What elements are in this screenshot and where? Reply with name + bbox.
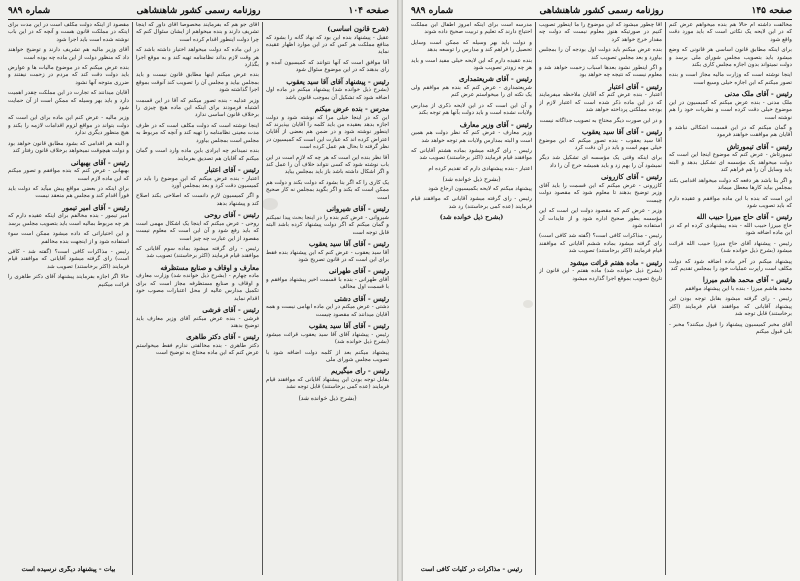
paragraph: روحی - عرض میکنم که اینجا یک اشکال مهمی است که باید رفع شود و آن این است که معلوم نیست مقصود از این عبارت چه چیز است [136,220,259,242]
note: (بشرح ذیل خوانده شد) [439,212,504,221]
speaker-heading: رئیس - آقای فرشی [202,305,259,314]
paragraph: این است که بنده با این ماده موافقم و عقیده دارم که باید تصویب شود [669,195,792,209]
ink-stain [262,198,278,210]
left-page-number: صفحه ۱۰۴ [348,6,389,16]
paragraph: محمد هاشم میرزا - بنده با این پیشنهاد موافقم [684,285,792,292]
paragraph: و آن این است که در این لایحه ذکری از مدارس ولایات نشده است و باید دولت بآنها هم توجه بکند [411,102,532,117]
right-column-3 [411,22,532,565]
speaker-heading: رئیس - آقای دکتر طاهری [186,333,259,342]
right-issue-number: شماره ۹۸۹ [411,6,454,16]
speaker-heading: رئیس - آقای آقا سید یعقوب [308,322,389,331]
paragraph: اینجا نوشته است که دولت مکلف است که در ظرف مدت معینی نظامنامه را تهیه کند و آنچه که مربوط به مجلس است بمجلس بیاورد [136,122,259,144]
speaker-heading: مدرس - بنده عرض میکنم [314,105,389,114]
left-header-rule [8,19,389,20]
paragraph: و دولت باید بهر وسیله که ممکن است وسایل تحصیل را فراهم کند و مدارس را توسعه بدهد [411,39,532,54]
paragraph: یک کاری را که اگر بنا بشود که دولت بکند و دولت هم ممکن است که بکند و اگر بگوید بمجلس نه کار صحیح است [266,179,389,201]
paragraph: تیمورتاش - عرض کنم که موضوع اینجا این است که دولت میخواهد یک مؤسسه ای تشکیل بدهد و البته باید وسایل آن را هم فراهم کند [669,152,792,174]
paragraph: (بشرح ذیل خوانده شد) ماده هفتم - این قانون از تاریخ تصویب بموقع اجرا گذارده میشود [539,268,662,282]
left-issue-number: شماره ۹۸۹ [8,6,51,16]
paragraph: پیشنهاد میکنم در آخر ماده اضافه شود که دولت مکلف است راپرت عملیات خود را بمجلس تقدیم کند [669,258,792,272]
paragraph: رئیس - رای گرفته میشود بقابل توجه بودن این پیشنهاد آقایانی که موافقند قیام فرمایند (اکثر برخاستند) قابل توجه شد [669,296,792,318]
paragraph: رئیس - مذاکرات کافی است؟ (گفته شد - کافی است) رای گرفته میشود آقایانی که موافقند قیام فرمایند (اکثر برخاستند) تصویب شد [8,248,129,270]
paragraph: بقابل توجه بودن این پیشنهاد آقایانی که موافقند قیام فرمایند (عده کمی برخاستند) قابل توجه نشد [266,376,389,391]
right-column-divider-2 [535,22,536,575]
paragraph: بنده عرض میکنم که در موضوع مالیات ها و عوارض باید دولت دقت کند که مردم در زحمت نیفتند و ضرری متوجه آنها نشود [8,65,129,86]
paragraph: حاج میرزا حبیب الله - بنده پیشنهادی کرده ام که در این ماده اضافه شود [669,222,792,237]
right-column-2 [539,22,662,575]
paragraph: پیشنهاد میکنم بعد از کلمه دولت اضافه شود با تصویب مجلس شورای ملی [266,349,389,363]
paragraph: بهبهانی - عرض کنم که بنده موافقم و تصور میکنم که این ماده لازم است [8,168,129,182]
speaker-heading: رئیس - آقای تیمورتاش [726,142,792,151]
paragraph: وزیر مالیه - عرض کنم این ماده برای این است که دولت بتواند در مواقع لزوم اقدامات لازمه را بکند و هیچ منظور دیگری ندارد [8,115,129,137]
paragraph: (بشرح ذیل خوانده شد) پیشنهاد میکنم در ماده اول اضافه شود که تشکیل آن بموجب قانون باشد [266,87,389,101]
paragraph: آقا سید یعقوب - عرض کنم که این پیشنهاد بنده فقط برای این است که در قانون تصریح شود [266,249,389,263]
right-page-header [411,4,792,18]
paragraph: آقا موافق است که آنها نتوانند که کمیسیون آمده و رای بدهند که در این موضوع سئوال شود [266,59,389,74]
paragraph: آقای مخبر کمیسیون پیشنهاد را قبول میکنند؟ مخبر - بلی قبول میکنم [669,321,792,335]
speaker-heading: رئیس - آقای وزیر معارف [459,120,532,129]
paragraph: فرشی - بنده عرض میکنم آقای وزیر معارف باید توضیح بدهند [136,315,259,329]
speaker-heading: رئیس - ماده هفتم قرائت میشود [569,258,662,267]
note: (بشرح ذیل خوانده شد) [298,394,357,402]
left-column-3 [8,22,129,565]
speaker-heading: رئیس - آقای آقا سید یعقوب [581,128,662,137]
left-bottom-note: بیات - پیشنهاد دیگری نرسیده است [21,566,116,573]
left-column-1 [266,22,389,575]
paragraph: بنده عرض میکنم اینها مطابق قانون نیست و باید بمجلس بیاید و مجلس آن را تصویب کند آنوقت بموقع اجرا گذاشته شود [136,72,259,94]
paragraph: و البته هر اقدامی که بشود مطابق قانون خواهد بود و دولت هیچوقت نمیخواهد برخلاف قانون رفتار کند [8,140,129,155]
left-column-divider-2 [132,22,133,575]
speaker-heading: رئیس - آقای حاج میرزا حبیب الله [696,213,792,222]
right-page [403,0,800,581]
speaker-heading: رئیس - آقای شریعتمداری [459,75,532,84]
paragraph: و اگر بنا باشد هر دفعه که دولت میخواهد اقدامی بکند بمجلس بیاید کارها معطل میماند [669,177,792,192]
paragraph: ملک مدنی - بنده عرض میکنم که کمیسیون در این موضوع خیلی دقت کرده است و نظریات خود را هم نوشته است [669,99,792,121]
speaker-heading: رئیس - آقای طهرانی [328,267,389,276]
paragraph: اعتبار - بنده عرض کنم که آقایان ملاحظه میفرمایند که در این ماده ذکر شده است که اعتبار لازم از بودجه مملکتی پرداخته خواهد شد [539,92,662,114]
right-publication-title: روزنامه رسمی کشور شاهنشاهی [539,6,664,16]
paragraph: و اگر اینطور نشود بعدها اسباب زحمت خواهد شد و معلوم نیست که نتیجه چه خواهد بود [539,65,662,79]
left-publication-title: روزنامه رسمی کشور شاهنشاهی [136,6,261,16]
paragraph: وزیر عدلیه - بنده تصور میکنم که آقا در این قسمت اشتباه فرمودند برای اینکه این ماده هیچ چیزی را برخلاف قانون اساسی ندارد [136,97,259,119]
speaker-heading: رئیس - آقای دشتی [334,294,389,303]
speaker-heading: رئیس - آقای کازرونی [600,173,662,182]
right-header-rule [411,19,792,20]
speaker-heading: (شرح قانون اساسی) [327,25,389,33]
right-page-number: صفحه ۱۴۵ [751,6,792,16]
paragraph: آقای طهرانی - بنده با قسمت اخیر پیشنهاد موافقم و با قسمت اول مخالف [266,276,389,291]
paragraph: دکتر طاهری - بنده مخالفتی ندارم فقط میخواستم عرض کنم که این ماده محتاج به توضیح است [136,342,259,357]
paragraph: در این ماده که دولت میخواهد اختیار داشته باشد که هر وقت لازم بداند نظامنامه تهیه کند و به موقع اجرا بگذارد [136,47,259,69]
paragraph: بنده عرض میکنم باید دولت اول بودجه آن را بمجلس بیاورد و بعد مجلس تصویب کند [539,47,662,61]
paragraph: کازرونی - عرض میکنم که این قسمت را باید آقای وزیر توضیح بدهند تا معلوم شود که مقصود دولت چیست [539,182,662,204]
paragraph: و در این صورت دیگر محتاج به تصویب جداگانه نیست [539,117,662,124]
right-column-1 [669,22,792,575]
paragraph: رئیس - مذاکرات کافی است؟ (گفته شد کافی است) رای گرفته میشود بماده ششم آقایانی که موافقند قیام فرمایند (اکثر برخاستند) تصویب شد [539,233,662,255]
speaker-heading: رئیس - آقای روحی [204,211,259,220]
paragraph: رئیس - رای گرفته میشود آقایانی که موافقند قیام فرمایند (عده کمی برخاستند) رد شد [411,196,532,210]
paragraph: و این اختیاراتی که داده میشود ممکن است سوء استفاده شود و از اینجهت بنده مخالفم [8,231,129,245]
paragraph: شیروانی - عرض کنم بنده را در اینجا بحث پیدا نمیکنم و گمان میکنم که اگر دولت پیشنهاد کرده باشد البته قابل توجه است [266,214,389,236]
paragraph: و اگر کمیسیون لازم دانست که اصلاحی بکند اصلاح کند و پیشنهاد بدهد [136,193,259,207]
paragraph: رئیس - پیشنهاد آقای آقا سید یعقوب قرائت میشود (بشرح ذیل خوانده شد) [266,331,389,346]
speaker-heading: رئیس - آقای ملک مدنی [724,90,792,99]
paragraph: وزیر - عرض کنم که مقصود دولت این است که این مؤسسه بطور صحیح اداره شود و از عایدات آن استفاده شود [539,208,662,229]
right-bottom-note: رئیس - مذاکرات در کلیات کافی است [420,566,523,573]
left-column-divider-1 [262,22,263,575]
paragraph: برای اینکه در بعضی مواقع پیش میآید که دولت باید فوراً اقدام کند و مجلس هم منعقد نیست [8,185,129,200]
paragraph: این که در اینجا خیلی مرا که نوشته شود و دولت اجازه بدهد بعقیده من باید کلمه را آقایان بپذیرند که اینطور نوشته شود و در ضمن هم بعضی از آقایان اعتراض کرده اند که عبارت این است که کمیسیون در نظر گرفته تا بحال هم عمل کرده است [266,114,389,151]
paragraph: برای اینکه مطابق قانون اساسی هر قانونی که وضع میشود باید بتصویب مجلس شورای ملی برسد و دولت نمیتواند بدون اجازه مجلس کاری بکند [669,47,792,69]
paragraph: مخالفت داشته ام حالا هم بنده میخواهم عرض کنم که در این لایحه یک نکاتی است که باید مورد دقت واقع شود [669,22,792,43]
paragraph: پیشنهاد میکنم که لایحه بکمیسیون ارجاع شود [428,185,532,192]
speaker-heading: رئیس - آقای امیر تیمور [62,203,129,212]
paragraph: رئیس - رای گرفته میشود بماده سوم آقایانی که موافقند قیام فرمایند (اکثر برخاستند) تصویب شد [136,245,259,260]
speaker-heading: رئیس - آقای اعتبار [205,165,259,174]
paragraph: مقصود از اینکه دولت مکلف است در این مدت برای اینکه در مملکت قانون هست و آنچه که در این باب نوشته شده است باید اجرا شود [8,22,129,43]
paragraph: اینجا نوشته است که وزارت مالیه مجاز است و بنده تصور میکنم که این اجازه خیلی وسیع است [669,72,792,86]
paragraph: شریعتمداری - عرض کنم که بنده هم موافقم ولی یک نکته ای را میخواستم عرض کنم [411,85,532,99]
speaker-heading: رئیس - پیشنهاد آقای آقا سید یعقوب [286,77,389,86]
paragraph: رئیس - رای گرفته میشود بماده هشتم آقایانی که موافقند قیام فرمایند (اکثر برخاستند) تصویب شد [411,148,532,162]
paragraph: بنده نمیدانم چه ایرادی باین ماده وارد است و گمان میکنم که آقایان هم تصدیق بفرمایند [136,148,259,162]
paragraph: آقایان میدانند که تجارت در این مملکت چقدر اهمیت دارد و باید بهر وسیله که ممکن است از آن حمایت شود [8,90,129,112]
paragraph: آقا سید یعقوب - بنده تصور میکنم که این موضوع خیلی مهم است و باید در آن دقت کرد [539,137,662,152]
speaker-heading: رئیس - رای میگیریم [331,367,389,376]
left-page [0,0,397,581]
ink-stain [523,300,533,308]
speaker-heading: رئیس - آقای بهبهانی [70,158,129,167]
paragraph: آقا نظر بنده این است که هر چه که لازم است در این باب نوشته شود که کسی نتواند خلاف آن را عمل کند و اگر اشکال داشته باشد باز باید بمجلس بیاید [266,154,389,176]
paragraph: ماده چهارم - (بشرح ذیل خوانده شد) وزارت معارف و اوقاف و صنایع مستظرفه مجاز است که برای تکمیل مدارس عالیه از محل اعتبارات مصوب خود اقدام نماید [136,273,259,302]
paragraph: بنده عقیده دارم که این لایحه خیلی مفید است و باید هر چه زودتر تصویب شود [411,57,532,72]
paragraph: وزیر معارف - عرض کنم که نظر دولت هم همین است و البته بمدارس ولایات هم توجه خواهد شد [411,130,532,144]
left-column-2 [136,22,259,575]
paragraph: حالا اگر اجازه بفرمایند پیشنهاد آقای دکتر طاهری را قرائت میکنیم [8,274,129,288]
paragraph: آقای وزیر مالیه هم تشریف دارند و توضیح خواهند داد که منظور دولت از این ماده چه بوده است [8,47,129,61]
right-column-divider-1 [665,22,666,575]
speaker-heading: معارف و اوقاف و صنایع مستظرفه [160,263,259,272]
left-page-header [8,4,389,18]
speaker-heading: رئیس - آقای آقا سید یعقوب [308,239,389,248]
paragraph: اعتبار - بنده پیشنهادی دارم که تقدیم کرده ام [428,165,532,172]
paragraph: امیر تیمور - بنده مخالفم برای اینکه عقیده دارم که هر چه مربوط بمالیه است باید بتصویب مجلس برسد [8,213,129,227]
speaker-heading: رئیس - آقای شیروانی [326,205,389,214]
paragraph: آقا چطور میشود که این موضوع را ما اینطور تصویب کنیم در صورتیکه هنوز معلوم نیست که دولت چه مقدار خرج خواهد کرد [539,22,662,43]
paragraph: آقای جو هم که بفرمایند مخصوصاً آقای داور که اینجا تشریف دارند و بنده میخواهم از ایشان سئوال کنم که چرا دولت اینطور اقدام کرده است [136,22,259,43]
paragraph: اعتبار - بنده عرض میکنم که این موضوع را باید در کمیسیون دقت کرد و بعد بمجلس آورد [136,175,259,189]
paragraph: رئیس - پیشنهاد آقای حاج میرزا حبیب الله قرائت میشود (بشرح ذیل خوانده شد) [669,240,792,255]
paragraph: مدرسه است برای اینکه امروز اطفال این مملکت احتیاج دارند که تعلیم و تربیت صحیح داده شوند [411,22,532,36]
speaker-heading: رئیس - آقای اعتبار [608,82,662,91]
paragraph: و گمان میکنم که در این قسمت اشکالی نباشد و آقایان هم موافقت خواهند فرمود [669,125,792,139]
speaker-heading: رئیس - آقای محمد هاشم میرزا [702,276,792,285]
note: (بشرح ذیل خوانده شد) [442,176,501,184]
paragraph: دشتی - عرض میکنم در این ماده ابهامی نیست و همه آقایان میدانند که مقصود چیست [266,304,389,318]
paragraph: برای اینکه وقتی یک مؤسسه ای تشکیل شد دیگر نمیشود آن را بهم زد و باید همیشه خرج آن را داد [539,155,662,169]
paragraph: عقیل - پیشنهاد بنده این بود که نهاد گانه را بشود که منافع مملکت هر کس که در این موارد اظهار عقیده نماید [266,34,389,56]
